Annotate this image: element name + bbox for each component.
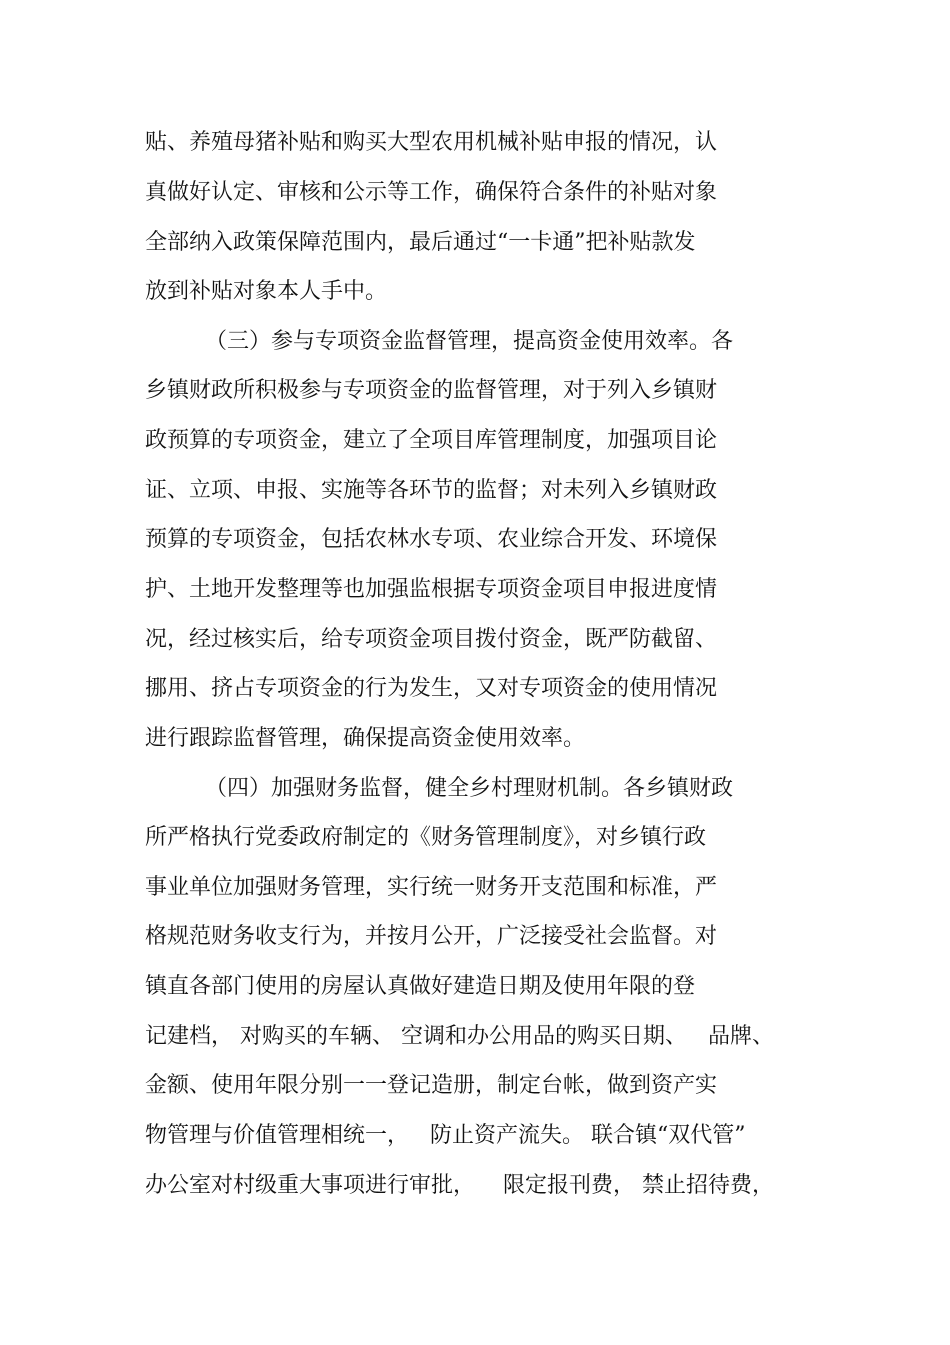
text-line: 所严格执行党委政府制定的《财务管理制度》，对乡镇行政 (145, 825, 707, 850)
text-line: 事业单位加强财务管理，实行统一财务开支范围和标准，严 (145, 875, 718, 900)
text-line: 格规范财务收支行为，并按月公开，广泛接受社会监督。对 (145, 924, 718, 949)
text-line: 放到补贴对象本人手中。 (145, 279, 388, 304)
text-line: 政预算的专项资金，建立了全项目库管理制度，加强项目论 (145, 428, 718, 453)
text-line: 况，经过核实后，给专项资金项目拨付资金，既严防截留、 (145, 627, 718, 652)
text-line: 记建档， 对购买的车辆、 空调和办公用品的购买日期、 品牌、 (145, 1024, 774, 1049)
text-line: 进行跟踪监督管理，确保提高资金使用效率。 (145, 726, 586, 751)
text-line: 物管理与价值管理相统一， 防止资产流失。 联合镇“双代管” (145, 1123, 746, 1148)
text-line: 真做好认定、审核和公示等工作，确保符合条件的补贴对象 (145, 180, 718, 205)
text-line: 全部纳入政策保障范围内，最后通过“一卡通”把补贴款发 (145, 230, 696, 255)
text-line: 乡镇财政所积极参与专项资金的监督管理，对于列入乡镇财 (145, 378, 718, 403)
text-line: 证、立项、申报、实施等各环节的监督；对未列入乡镇财政 (145, 478, 718, 503)
text-line: 贴、养殖母猪补贴和购买大型农用机械补贴申报的情况，认 (145, 130, 718, 155)
paragraph-heading-3: （三）参与专项资金监督管理，提高资金使用效率。各 (205, 329, 734, 354)
text-line: 金额、使用年限分别一一登记造册，制定台帐，做到资产实 (145, 1073, 718, 1098)
text-line: 预算的专项资金，包括农林水专项、农业综合开发、环境保 (145, 527, 718, 552)
text-line: 护、土地开发整理等也加强监根据专项资金项目申报进度情 (145, 577, 718, 602)
text-line: 办公室对村级重大事项进行审批， 限定报刊费， 禁止招待费， (145, 1173, 774, 1198)
text-line: 镇直各部门使用的房屋认真做好建造日期及使用年限的登 (145, 974, 696, 999)
text-line: 挪用、挤占专项资金的行为发生，又对专项资金的使用情况 (145, 676, 718, 701)
paragraph-heading-4: （四）加强财务监督，健全乡村理财机制。各乡镇财政 (205, 776, 734, 801)
